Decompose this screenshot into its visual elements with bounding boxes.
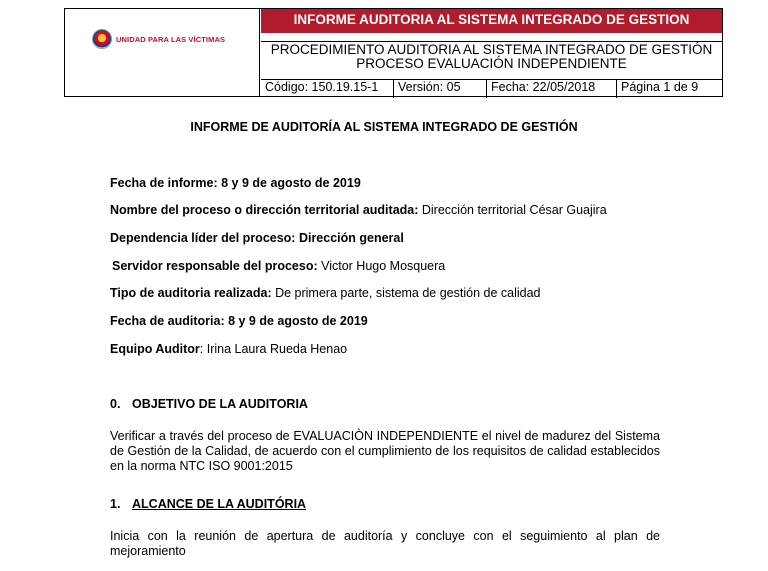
process-value: Dirección territorial César Guajira — [418, 203, 607, 217]
seal-icon — [92, 29, 112, 49]
procedure-name — [261, 41, 722, 71]
section-0-number: 0. — [110, 397, 121, 411]
process-label: Nombre del proceso o dirección territorial auditada: — [110, 203, 419, 217]
header-title: INFORME AUDITORIA AL SISTEMA INTEGRADO DE GESTION — [261, 9, 722, 33]
section-1-text: Inicia con la reunión de apertura de auditoría y concluye con el seguimiento al plan de mejoramiento — [110, 529, 660, 558]
audit-type-field — [110, 286, 541, 300]
document-code: Código: 150.19.15-1 — [261, 80, 394, 98]
page-number: Página 1 de 9 — [621, 80, 699, 94]
section-1-heading — [110, 497, 306, 511]
section-1-number: 1. — [110, 497, 121, 511]
audit-date-field — [110, 314, 368, 328]
section-1-title: ALCANCE DE LA AUDITÓRIA — [132, 497, 307, 511]
process-field — [110, 203, 607, 217]
team-label: Equipo Auditor — [110, 342, 200, 356]
document-date: Fecha: 22/05/2018 — [487, 80, 617, 98]
dependency-field — [110, 231, 404, 245]
document-version: Versión: 05 — [394, 80, 487, 98]
audit-date-label: Fecha de auditoria: 8 y 9 de agosto de 2019 — [110, 314, 368, 328]
document-title: INFORME DE AUDITORÍA AL SISTEMA INTEGRADO DE GESTIÓN — [190, 120, 578, 134]
server-value: Victor Hugo Mosquera — [317, 259, 446, 273]
logo-text: UNIDAD PARA LAS VÍCTIMAS — [116, 34, 226, 44]
audit-type-label: Tipo de auditoria realizada: — [110, 286, 272, 300]
server-label: Servidor responsable del proceso: — [112, 259, 318, 273]
document-header-table — [64, 8, 723, 97]
audit-type-value: De primera parte, sistema de gestión de calidad — [271, 286, 541, 300]
procedure-line-2: PROCESO EVALUACIÓN INDEPENDIENTE — [356, 56, 627, 71]
server-field — [112, 259, 445, 273]
section-0-title: OBJETIVO DE LA AUDITORIA — [132, 397, 308, 411]
unidad-victimas-logo — [92, 29, 225, 49]
procedure-line-1: PROCEDIMIENTO AUDITORIA AL SISTEMA INTEGRADO DE GESTIÓN — [270, 42, 713, 57]
report-date-field — [110, 176, 361, 190]
logo-cell — [65, 9, 260, 96]
section-0-heading — [110, 397, 308, 411]
report-date-label: Fecha de informe: 8 y 9 de agosto de 2019 — [110, 176, 361, 190]
dependency-label: Dependencia líder del proceso: Dirección general — [110, 231, 404, 245]
document-meta-row — [261, 79, 722, 98]
section-0-text: Verificar a través del proceso de EVALUACIÒN INDEPENDIENTE el nivel de madurez del Sistema de Gestión de la Calidad, de acuerdo con el cumplimiento de los requisitos de calidad establecidos en la norma NTC ISO 9001:2015 — [110, 429, 660, 473]
team-field — [110, 342, 347, 356]
team-value: : Irina Laura Rueda Henao — [199, 342, 348, 356]
